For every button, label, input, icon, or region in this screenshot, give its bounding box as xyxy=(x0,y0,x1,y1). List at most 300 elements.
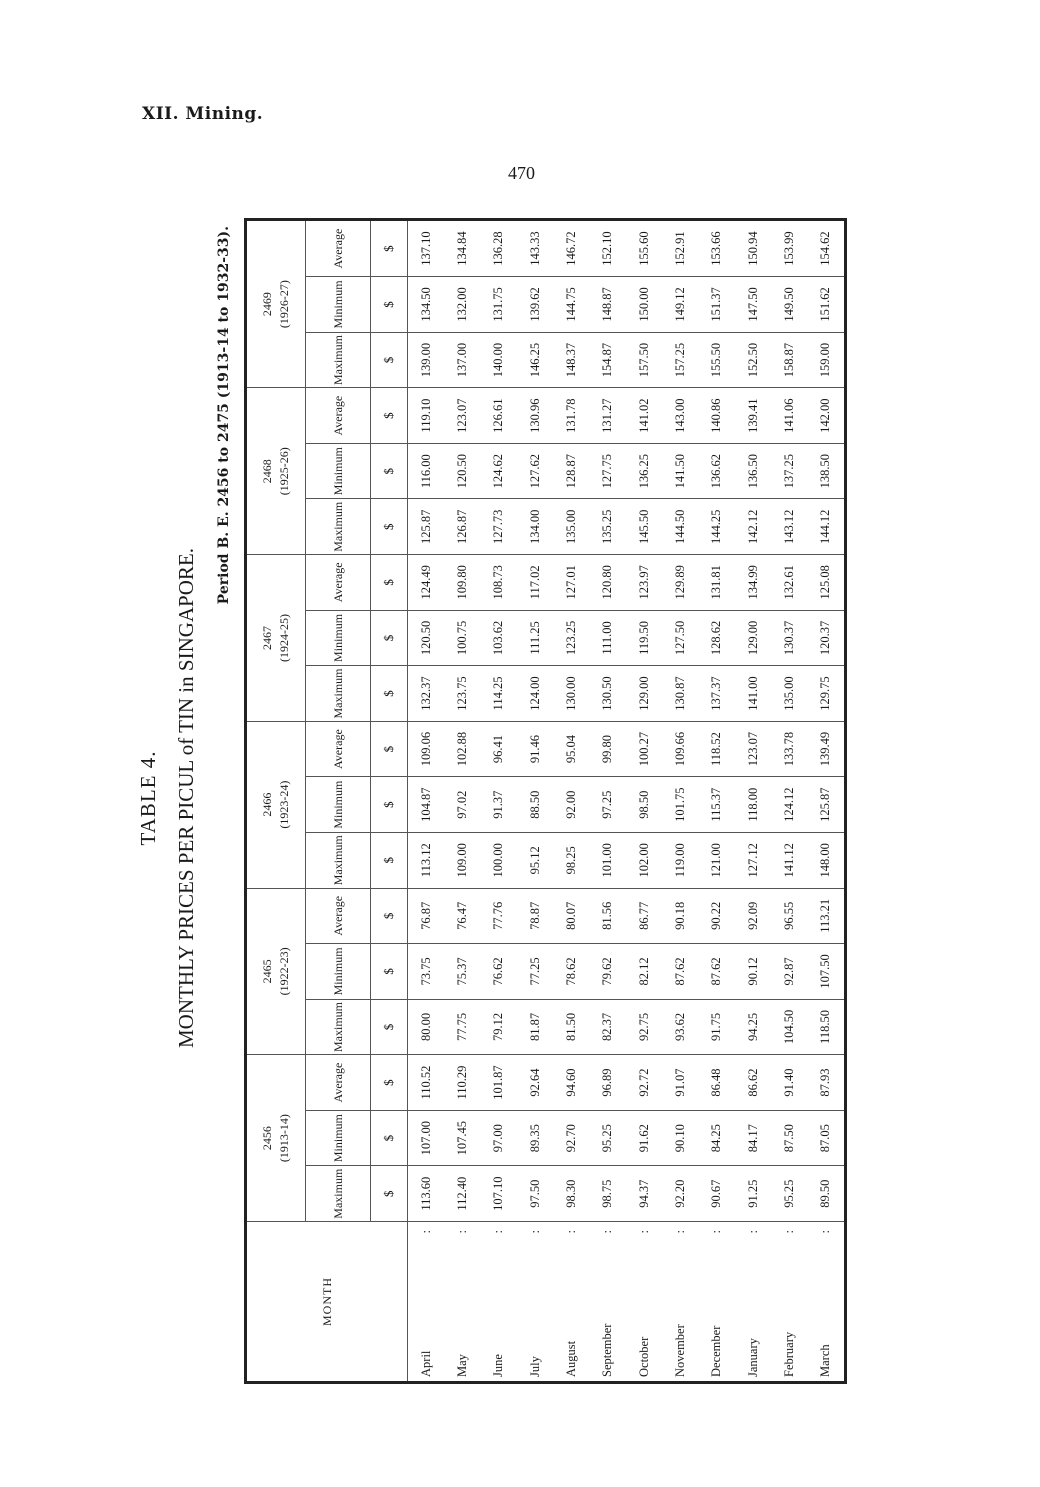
price-cell: 82.37 xyxy=(590,999,626,1055)
price-cell: 141.12 xyxy=(771,832,807,888)
month-label: August xyxy=(564,1340,578,1377)
currency-symbol: $ xyxy=(371,777,408,833)
month-label: July xyxy=(527,1356,542,1377)
table-row xyxy=(553,221,589,1381)
table-row xyxy=(590,221,626,1381)
price-cell: 145.50 xyxy=(626,499,662,555)
price-cell: 141.50 xyxy=(662,443,698,499)
price-cell: 111.25 xyxy=(517,610,553,666)
year-header-row xyxy=(247,221,306,1381)
price-cell: 107.00 xyxy=(408,1110,445,1166)
price-cell: 129.00 xyxy=(735,610,771,666)
price-cell: 87.93 xyxy=(808,1055,844,1111)
price-cell: 124.12 xyxy=(771,777,807,833)
price-cell: 107.10 xyxy=(481,1166,517,1222)
price-cell: 118.52 xyxy=(699,721,735,777)
price-cell: 136.50 xyxy=(735,443,771,499)
price-cell: 111.00 xyxy=(590,610,626,666)
price-cell: 107.45 xyxy=(444,1110,480,1166)
leader-dots: : xyxy=(418,1230,433,1234)
price-cell: 96.41 xyxy=(481,721,517,777)
price-cell: 132.00 xyxy=(444,277,480,333)
price-cell: 92.00 xyxy=(553,777,589,833)
month-label: March xyxy=(818,1344,833,1377)
price-cell: 100.00 xyxy=(481,832,517,888)
currency-symbol: $ xyxy=(371,499,408,555)
price-cell: 112.40 xyxy=(444,1166,480,1222)
price-cell: 78.87 xyxy=(517,888,553,944)
price-cell: 124.62 xyxy=(481,443,517,499)
price-cell: 99.80 xyxy=(590,721,626,777)
table-headings xyxy=(130,208,240,1388)
price-cell: 137.25 xyxy=(771,443,807,499)
price-cell: 126.61 xyxy=(481,388,517,444)
price-cell: 115.37 xyxy=(699,777,735,833)
price-cell: 84.25 xyxy=(699,1110,735,1166)
month-cell xyxy=(662,1222,698,1382)
price-cell: 82.12 xyxy=(626,944,662,1000)
price-cell: 86.62 xyxy=(735,1055,771,1111)
price-cell: 127.62 xyxy=(517,443,553,499)
era-label: (1926-27) xyxy=(277,280,291,329)
price-cell: 120.37 xyxy=(808,610,844,666)
price-cell: 123.97 xyxy=(626,555,662,611)
subheader-average: Average xyxy=(306,721,371,777)
price-cell: 158.87 xyxy=(771,332,807,388)
price-cell: 150.00 xyxy=(626,277,662,333)
month-cell xyxy=(481,1222,517,1382)
price-cell: 77.76 xyxy=(481,888,517,944)
price-cell: 97.02 xyxy=(444,777,480,833)
price-cell: 87.62 xyxy=(699,944,735,1000)
currency-symbol: $ xyxy=(371,1110,408,1166)
price-cell: 141.02 xyxy=(626,388,662,444)
price-cell: 103.62 xyxy=(481,610,517,666)
price-cell: 151.37 xyxy=(699,277,735,333)
year-label: 2469 xyxy=(260,292,274,317)
price-cell: 129.00 xyxy=(626,666,662,722)
price-cell: 113.21 xyxy=(808,888,844,944)
month-cell xyxy=(444,1222,480,1382)
price-cell: 104.50 xyxy=(771,999,807,1055)
price-cell: 95.04 xyxy=(553,721,589,777)
price-cell: 144.75 xyxy=(553,277,589,333)
price-cell: 109.00 xyxy=(444,832,480,888)
price-cell: 131.78 xyxy=(553,388,589,444)
month-column-header: MONTH xyxy=(247,1222,408,1382)
price-cell: 134.50 xyxy=(408,277,445,333)
table-row xyxy=(699,221,735,1381)
subheader-maximum: Maximum xyxy=(306,999,371,1055)
leader-dots: : xyxy=(636,1230,651,1234)
year-label: 2465 xyxy=(260,959,274,984)
price-cell: 155.50 xyxy=(699,332,735,388)
price-cell: 101.87 xyxy=(481,1055,517,1111)
price-cell: 127.73 xyxy=(481,499,517,555)
subheader-maximum: Maximum xyxy=(306,499,371,555)
price-cell: 143.00 xyxy=(662,388,698,444)
price-cell: 152.50 xyxy=(735,332,771,388)
price-cell: 144.25 xyxy=(699,499,735,555)
year-label: 2456 xyxy=(260,1126,274,1151)
price-cell: 139.41 xyxy=(735,388,771,444)
currency-symbol: $ xyxy=(371,443,408,499)
subheader-average: Average xyxy=(306,221,371,277)
subheader-minimum: Minimum xyxy=(306,277,371,333)
price-cell: 130.87 xyxy=(662,666,698,722)
price-cell: 121.00 xyxy=(699,832,735,888)
price-cell: 98.75 xyxy=(590,1166,626,1222)
price-cell: 125.08 xyxy=(808,555,844,611)
leader-dots: : xyxy=(709,1230,724,1234)
price-cell: 136.25 xyxy=(626,443,662,499)
price-cell: 92.87 xyxy=(771,944,807,1000)
era-label: (1922-23) xyxy=(277,947,291,996)
period-subtitle: Period B. E. 2456 to 2475 (1913-14 to 1932-33). xyxy=(216,226,232,605)
subheader-maximum: Maximum xyxy=(306,832,371,888)
price-cell: 132.61 xyxy=(771,555,807,611)
price-cell: 109.06 xyxy=(408,721,445,777)
price-cell: 148.87 xyxy=(590,277,626,333)
price-cell: 134.99 xyxy=(735,555,771,611)
month-cell xyxy=(699,1222,735,1382)
month-label: September xyxy=(600,1323,615,1377)
price-cell: 139.49 xyxy=(808,721,844,777)
page-number: 470 xyxy=(508,163,535,183)
price-cell: 129.89 xyxy=(662,555,698,611)
price-cell: 94.37 xyxy=(626,1166,662,1222)
price-cell: 93.62 xyxy=(662,999,698,1055)
price-cell: 127.75 xyxy=(590,443,626,499)
price-cell: 97.50 xyxy=(517,1166,553,1222)
tin-price-table xyxy=(247,221,844,1381)
price-cell: 91.62 xyxy=(626,1110,662,1166)
price-cell: 151.62 xyxy=(808,277,844,333)
price-cell: 159.00 xyxy=(808,332,844,388)
year-group-header xyxy=(247,888,306,1055)
leader-dots: : xyxy=(491,1230,506,1234)
price-cell: 147.50 xyxy=(735,277,771,333)
price-cell: 153.66 xyxy=(699,221,735,277)
year-group-header xyxy=(247,388,306,555)
price-cell: 91.25 xyxy=(735,1166,771,1222)
price-cell: 141.06 xyxy=(771,388,807,444)
price-cell: 97.00 xyxy=(481,1110,517,1166)
price-cell: 133.78 xyxy=(771,721,807,777)
month-label: October xyxy=(636,1336,651,1377)
price-cell: 140.00 xyxy=(481,332,517,388)
era-label: (1913-14) xyxy=(277,1114,291,1163)
price-cell: 118.50 xyxy=(808,999,844,1055)
subheader-maximum: Maximum xyxy=(306,1166,371,1222)
price-cell: 91.75 xyxy=(699,999,735,1055)
leader-dots: : xyxy=(781,1230,796,1234)
price-cell: 77.75 xyxy=(444,999,480,1055)
price-cell: 96.55 xyxy=(771,888,807,944)
price-cell: 87.05 xyxy=(808,1110,844,1166)
table-row xyxy=(808,221,844,1381)
price-cell: 128.62 xyxy=(699,610,735,666)
price-cell: 126.87 xyxy=(444,499,480,555)
price-cell: 109.80 xyxy=(444,555,480,611)
section-title: XII. Mining. xyxy=(142,104,264,124)
price-cell: 118.00 xyxy=(735,777,771,833)
currency-symbol: $ xyxy=(371,721,408,777)
price-cell: 142.00 xyxy=(808,388,844,444)
leader-dots: : xyxy=(564,1230,578,1234)
price-cell: 92.70 xyxy=(553,1110,589,1166)
price-cell: 81.87 xyxy=(517,999,553,1055)
price-cell: 80.07 xyxy=(553,888,589,944)
month-cell xyxy=(408,1222,445,1382)
price-cell: 149.12 xyxy=(662,277,698,333)
month-cell xyxy=(553,1222,589,1382)
price-cell: 95.25 xyxy=(590,1110,626,1166)
table-row xyxy=(771,221,807,1381)
price-cell: 154.87 xyxy=(590,332,626,388)
era-label: (1924-25) xyxy=(277,613,291,662)
price-cell: 132.37 xyxy=(408,666,445,722)
price-cell: 100.27 xyxy=(626,721,662,777)
price-cell: 135.00 xyxy=(553,499,589,555)
price-cell: 88.50 xyxy=(517,777,553,833)
price-cell: 101.75 xyxy=(662,777,698,833)
currency-row xyxy=(371,221,408,1381)
price-cell: 76.87 xyxy=(408,888,445,944)
price-cell: 75.37 xyxy=(444,944,480,1000)
month-label: February xyxy=(781,1331,796,1377)
price-cell: 109.66 xyxy=(662,721,698,777)
table-row xyxy=(444,221,480,1381)
price-cell: 123.25 xyxy=(553,610,589,666)
leader-dots: : xyxy=(672,1230,687,1234)
price-cell: 144.50 xyxy=(662,499,698,555)
currency-symbol: $ xyxy=(371,610,408,666)
price-cell: 98.25 xyxy=(553,832,589,888)
currency-symbol: $ xyxy=(371,277,408,333)
subheader-minimum: Minimum xyxy=(306,1110,371,1166)
price-cell: 92.64 xyxy=(517,1055,553,1111)
price-cell: 131.75 xyxy=(481,277,517,333)
year-label: 2468 xyxy=(260,459,274,484)
month-label: November xyxy=(672,1324,687,1377)
subheader-minimum: Minimum xyxy=(306,443,371,499)
subheader-row xyxy=(306,221,371,1381)
month-label: December xyxy=(709,1325,724,1377)
price-cell: 110.29 xyxy=(444,1055,480,1111)
table-label: TABLE 4. xyxy=(136,750,160,846)
month-label: April xyxy=(418,1350,433,1377)
subheader-minimum: Minimum xyxy=(306,944,371,1000)
price-cell: 120.50 xyxy=(408,610,445,666)
price-cell: 135.00 xyxy=(771,666,807,722)
price-cell: 81.50 xyxy=(553,999,589,1055)
price-cell: 129.75 xyxy=(808,666,844,722)
month-cell xyxy=(626,1222,662,1382)
price-cell: 153.99 xyxy=(771,221,807,277)
price-cell: 127.50 xyxy=(662,610,698,666)
price-cell: 87.50 xyxy=(771,1110,807,1166)
month-label: May xyxy=(455,1354,470,1377)
price-cell: 73.75 xyxy=(408,944,445,1000)
price-cell: 80.00 xyxy=(408,999,445,1055)
subheader-average: Average xyxy=(306,388,371,444)
currency-symbol: $ xyxy=(371,666,408,722)
price-cell: 139.00 xyxy=(408,332,445,388)
price-cell: 90.67 xyxy=(699,1166,735,1222)
currency-symbol: $ xyxy=(371,888,408,944)
month-label: January xyxy=(745,1338,760,1377)
leader-dots: : xyxy=(818,1230,833,1234)
price-cell: 155.60 xyxy=(626,221,662,277)
price-cell: 92.20 xyxy=(662,1166,698,1222)
era-label: (1923-24) xyxy=(277,780,291,829)
table-row xyxy=(626,221,662,1381)
table-row xyxy=(517,221,553,1381)
price-cell: 157.50 xyxy=(626,332,662,388)
price-cell: 91.40 xyxy=(771,1055,807,1111)
leader-dots: : xyxy=(600,1230,615,1234)
price-cell: 102.88 xyxy=(444,721,480,777)
currency-symbol: $ xyxy=(371,944,408,1000)
price-cell: 91.37 xyxy=(481,777,517,833)
price-cell: 98.50 xyxy=(626,777,662,833)
table-title: MONTHLY PRICES PER PICUL of TIN in SINGAPORE. xyxy=(174,548,198,1048)
price-cell: 137.00 xyxy=(444,332,480,388)
month-cell xyxy=(735,1222,771,1382)
price-cell: 94.25 xyxy=(735,999,771,1055)
price-cell: 120.50 xyxy=(444,443,480,499)
currency-symbol: $ xyxy=(371,221,408,277)
price-cell: 90.22 xyxy=(699,888,735,944)
price-cell: 130.96 xyxy=(517,388,553,444)
price-cell: 114.25 xyxy=(481,666,517,722)
price-cell: 138.50 xyxy=(808,443,844,499)
subheader-average: Average xyxy=(306,555,371,611)
table-body xyxy=(408,221,845,1381)
subheader-minimum: Minimum xyxy=(306,777,371,833)
price-cell: 76.47 xyxy=(444,888,480,944)
subheader-average: Average xyxy=(306,888,371,944)
price-cell: 100.75 xyxy=(444,610,480,666)
price-cell: 91.07 xyxy=(662,1055,698,1111)
price-cell: 152.91 xyxy=(662,221,698,277)
price-cell: 142.12 xyxy=(735,499,771,555)
price-cell: 140.86 xyxy=(699,388,735,444)
year-group-header xyxy=(247,221,306,388)
price-cell: 150.94 xyxy=(735,221,771,277)
price-cell: 143.33 xyxy=(517,221,553,277)
price-cell: 89.35 xyxy=(517,1110,553,1166)
price-cell: 128.87 xyxy=(553,443,589,499)
price-cell: 123.75 xyxy=(444,666,480,722)
price-cell: 119.50 xyxy=(626,610,662,666)
subheader-maximum: Maximum xyxy=(306,666,371,722)
leader-dots: : xyxy=(745,1230,760,1234)
price-cell: 95.25 xyxy=(771,1166,807,1222)
price-cell: 146.25 xyxy=(517,332,553,388)
year-group-header xyxy=(247,1055,306,1222)
currency-symbol: $ xyxy=(371,1055,408,1111)
price-cell: 79.62 xyxy=(590,944,626,1000)
price-cell: 116.00 xyxy=(408,443,445,499)
currency-symbol: $ xyxy=(371,388,408,444)
price-cell: 90.12 xyxy=(735,944,771,1000)
price-cell: 107.50 xyxy=(808,944,844,1000)
price-cell: 89.50 xyxy=(808,1166,844,1222)
price-cell: 143.12 xyxy=(771,499,807,555)
price-cell: 144.12 xyxy=(808,499,844,555)
year-label: 2467 xyxy=(260,625,274,650)
month-cell xyxy=(517,1222,553,1382)
price-cell: 130.00 xyxy=(553,666,589,722)
price-cell: 141.00 xyxy=(735,666,771,722)
price-cell: 148.37 xyxy=(553,332,589,388)
price-cell: 136.62 xyxy=(699,443,735,499)
table-row xyxy=(408,221,445,1381)
price-cell: 113.12 xyxy=(408,832,445,888)
price-cell: 117.02 xyxy=(517,555,553,611)
price-cell: 134.00 xyxy=(517,499,553,555)
price-cell: 137.37 xyxy=(699,666,735,722)
leader-dots: : xyxy=(527,1230,542,1234)
price-cell: 91.46 xyxy=(517,721,553,777)
price-cell: 81.56 xyxy=(590,888,626,944)
month-cell xyxy=(771,1222,807,1382)
price-cell: 78.62 xyxy=(553,944,589,1000)
price-cell: 90.10 xyxy=(662,1110,698,1166)
currency-symbol: $ xyxy=(371,999,408,1055)
price-cell: 149.50 xyxy=(771,277,807,333)
price-cell: 127.01 xyxy=(553,555,589,611)
price-cell: 124.49 xyxy=(408,555,445,611)
price-cell: 123.07 xyxy=(444,388,480,444)
price-cell: 157.25 xyxy=(662,332,698,388)
price-cell: 92.09 xyxy=(735,888,771,944)
price-cell: 86.77 xyxy=(626,888,662,944)
price-cell: 92.75 xyxy=(626,999,662,1055)
month-cell xyxy=(590,1222,626,1382)
subheader-average: Average xyxy=(306,1055,371,1111)
price-cell: 119.10 xyxy=(408,388,445,444)
price-cell: 97.25 xyxy=(590,777,626,833)
price-cell: 136.28 xyxy=(481,221,517,277)
price-cell: 120.80 xyxy=(590,555,626,611)
price-cell: 84.17 xyxy=(735,1110,771,1166)
table-row xyxy=(735,221,771,1381)
price-cell: 95.12 xyxy=(517,832,553,888)
price-cell: 130.50 xyxy=(590,666,626,722)
subheader-minimum: Minimum xyxy=(306,610,371,666)
price-cell: 137.10 xyxy=(408,221,445,277)
price-cell: 125.87 xyxy=(408,499,445,555)
price-cell: 87.62 xyxy=(662,944,698,1000)
month-cell xyxy=(808,1222,844,1382)
price-cell: 127.12 xyxy=(735,832,771,888)
price-cell: 104.87 xyxy=(408,777,445,833)
month-label: June xyxy=(491,1354,506,1377)
price-cell: 124.00 xyxy=(517,666,553,722)
price-cell: 139.62 xyxy=(517,277,553,333)
year-group-header xyxy=(247,721,306,888)
year-group-header xyxy=(247,555,306,722)
price-cell: 135.25 xyxy=(590,499,626,555)
price-cell: 86.48 xyxy=(699,1055,735,1111)
price-cell: 98.30 xyxy=(553,1166,589,1222)
currency-symbol: $ xyxy=(371,832,408,888)
price-cell: 119.00 xyxy=(662,832,698,888)
price-cell: 134.84 xyxy=(444,221,480,277)
